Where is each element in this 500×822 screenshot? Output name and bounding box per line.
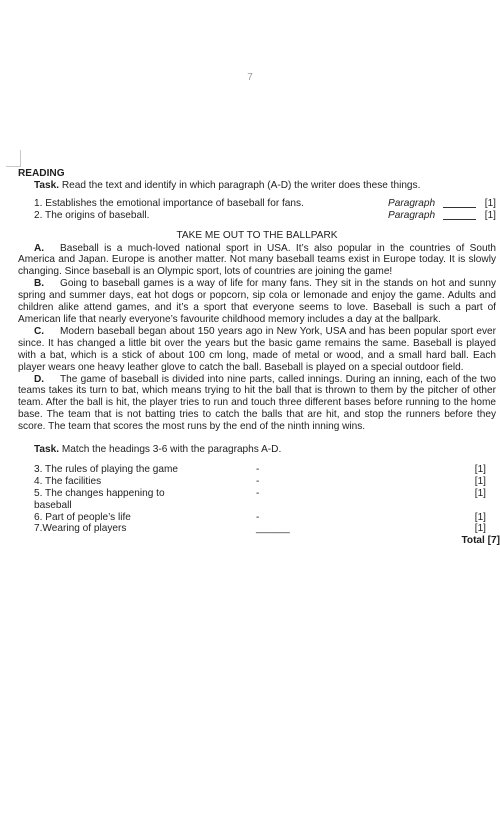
heading-row bbox=[34, 488, 496, 512]
paragraph-text: Going to baseball games is a way of life for many fans. They sit in the stands on hot and sunny spring and summer days, eat hot dogs or popcorn, sip cola or lemonade and enjoy the game. Adults and children alike attend games, and it’s a sport that everyone seems to love. Baseball is such a part of American life that nearly everyone’s favourite childhood memory includes a day at the ballpark. bbox=[18, 278, 496, 325]
heading-text: 3. The rules of playing the game bbox=[34, 463, 179, 475]
paragraph-letter: A. bbox=[34, 242, 45, 254]
task-text: Read the text and identify in which paragraph (A-D) the writer does these things. bbox=[61, 179, 421, 191]
heading-text: 6. Part of people’s life bbox=[34, 511, 131, 523]
heading-text: 4. The facilities bbox=[34, 475, 102, 487]
paragraph-label: Paragraph bbox=[388, 197, 436, 209]
mark-value: [1] bbox=[474, 523, 486, 535]
paragraph-answer-field[interactable] bbox=[388, 198, 476, 210]
paragraph-text: The game of baseball is divided into nine parts, called innings. During an inning, each of the two teams takes its turn to bat, which means trying to hit the ball that is thrown to them by the pitcher of other team. After the ball is hit, the player tries to run and touch three different bases before running to the home base. The team that is not batting tries to catch the balls that are hit, and stop the runners before they score. The team that scores the most runs by the end of the ninth inning wins. bbox=[18, 373, 496, 433]
worksheet bbox=[18, 168, 500, 547]
mark-value: [1] bbox=[474, 511, 486, 523]
heading-row bbox=[34, 464, 496, 476]
heading-row bbox=[34, 476, 496, 488]
total-score: Total [7] bbox=[461, 535, 500, 547]
question-row bbox=[34, 198, 496, 210]
paragraph-letter: B. bbox=[34, 278, 45, 290]
mark-value: [1] bbox=[474, 487, 486, 499]
paragraph-b bbox=[18, 278, 496, 326]
task-label: Task. bbox=[34, 179, 60, 191]
paragraph-answer-field[interactable] bbox=[388, 210, 476, 222]
task-2-instruction bbox=[34, 444, 496, 456]
mark-value: [1] bbox=[474, 463, 486, 475]
heading-row bbox=[34, 523, 496, 535]
paragraph-d bbox=[18, 374, 496, 434]
mark-value: [1] bbox=[474, 475, 486, 487]
page-margin-mark bbox=[6, 150, 21, 167]
answer-blank[interactable]: - bbox=[256, 475, 260, 487]
question-row bbox=[34, 210, 496, 222]
task-1-instruction bbox=[34, 180, 496, 192]
section-heading: READING bbox=[18, 168, 65, 179]
task-text: Match the headings 3-6 with the paragraphs A-D. bbox=[61, 444, 282, 456]
answer-blank[interactable]: ______ bbox=[256, 523, 290, 535]
question-text: 2. The origins of baseball. bbox=[34, 209, 150, 221]
answer-blank[interactable]: - bbox=[256, 463, 260, 475]
question-text: 1. Establishes the emotional importance of baseball for fans. bbox=[34, 197, 304, 209]
reading-text-title: TAKE ME OUT TO THE BALLPARK bbox=[176, 229, 338, 241]
paragraph-letter: D. bbox=[34, 373, 45, 385]
answer-blank[interactable] bbox=[443, 219, 476, 220]
answer-blank[interactable]: - bbox=[256, 487, 260, 499]
mark-value: [1] bbox=[484, 197, 496, 209]
paragraph-text: Baseball is a much-loved national sport in USA. It’s also popular in the countries of South America and Japan. Europe is another matter. Not many baseball teams exist in Europe today. It is slowly changing. Since baseball is an Olympic sport, lots of countries are joining the game! bbox=[18, 242, 496, 278]
heading-text: 7.Wearing of players bbox=[34, 523, 127, 535]
mark-value: [1] bbox=[484, 209, 496, 221]
paragraph-c bbox=[18, 326, 496, 374]
paragraph-a bbox=[18, 243, 496, 279]
paragraph-text: Modern baseball began about 150 years ago in New York, USA and has been popular sport ever since. It has changed a little bit over the years but the basic game remains the same. Baseball is played with a bat, which is a stick of about 100 cm long, made of metal or wood, and a small hard ball. Each player wears one heavy leather glove to catch the ball. Baseball is played on a special outdoor field. bbox=[18, 325, 496, 373]
page-number: 7 bbox=[247, 72, 253, 83]
paragraph-label: Paragraph bbox=[388, 209, 436, 221]
answer-blank[interactable] bbox=[443, 207, 476, 208]
paragraph-letter: C. bbox=[34, 325, 45, 337]
heading-row bbox=[34, 512, 496, 524]
task-label: Task. bbox=[34, 444, 60, 456]
heading-text: 5. The changes happening to baseball bbox=[34, 487, 165, 511]
answer-blank[interactable]: - bbox=[256, 511, 260, 523]
